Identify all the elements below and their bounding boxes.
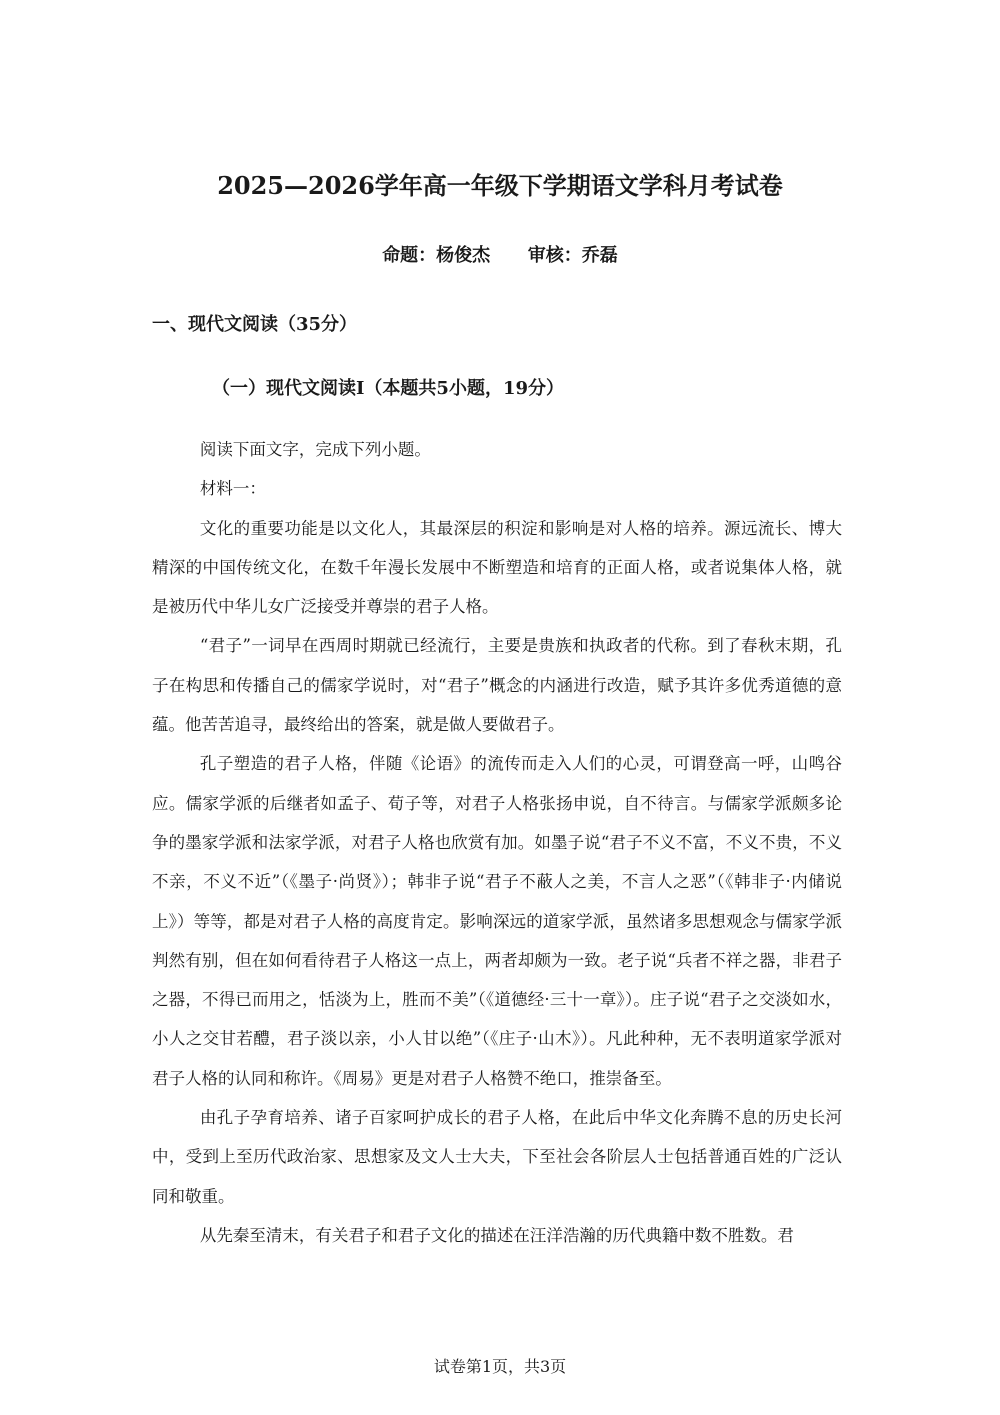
instruction-text: 阅读下面文字，完成下列小题。: [199, 440, 431, 459]
passage-paragraph: 由孔子孕育培养、诸子百家呵护成长的君子人格，在此后中华文化奔腾不息的历史长河中，受到上至历代政治家、思想家及文人士大夫，下至社会各阶层人士包括普通百姓的广泛认同和敬重。: [152, 1108, 842, 1206]
page-number: 试卷第1页，共3页: [433, 1357, 567, 1376]
material-label: 材料一：: [199, 479, 266, 499]
passage-paragraph: 文化的重要功能是以文化人，其最深层的积淀和影响是对人格的培养。源远流长、博大精深的中国传统文化，在数千年漫长发展中不断塑造和培育的正面人格，或者说集体人格，就是被历代中华儿女广泛接受并尊崇的君子人格。: [152, 518, 842, 617]
exam-title: 2025—2026学年高一年级下学期语文学科月考试卷: [217, 171, 783, 200]
subsection-heading: （一）现代文阅读Ⅰ（本题共5小题，19分）: [212, 378, 564, 399]
passage-paragraph: “君子”一词早在西周时期就已经流行，主要是贵族和执政者的代称。到了春秋末期，孔子在构思和传播自己的儒家学说时，对“君子”概念的内涵进行改造，赋予其许多优秀道德的意蕴。他苦苦追寻，最终给出的答案，就是做人要做君子。: [152, 636, 842, 735]
passage-paragraph: 孔子塑造的君子人格，伴随《论语》的流传而走入人们的心灵，可谓登高一呼，山鸣谷应。儒家学派的后继者如孟子、荀子等，对君子人格张扬申说，自不待言。与儒家学派颇多论争的墨家学派和法家学派，对君子人格也欣赏有加。如墨子说“君子不义不富，不义不贵，不义不亲，不义不近”（《墨子·尚贤》）；韩非子说“君子不蔽人之美，不言人之恶”（《韩非子·内储说上》）等等，都是对君子人格的高度肯定。影响深远的道家学派，虽然诸多思想观念与儒家学派判然有别，但在如何看待君子人格这一点上，两者却颇为一致。老子说“兵者不祥之器，非君子之器，不得已而用之，恬淡为上，胜而不美”（《道德经·三十一章》）。庄子说“君子之交淡如水，小人之交甘若醴，君子淡以亲，小人甘以绝”（《庄子·山木》）。凡此种种，无不表明道家学派对君子人格的认同和称许。《周易》更是对君子人格赞不绝口，推崇备至。: [152, 754, 842, 1088]
reading-passage: [152, 430, 842, 1255]
passage-paragraph: 从先秦至清末，有关君子和君子文化的描述在汪洋浩瀚的历代典籍中数不胜数。君: [199, 1225, 794, 1245]
exam-credits: 命题：杨俊杰 审核：乔磊: [382, 245, 618, 266]
section-heading: 一、现代文阅读（35分）: [152, 314, 358, 335]
